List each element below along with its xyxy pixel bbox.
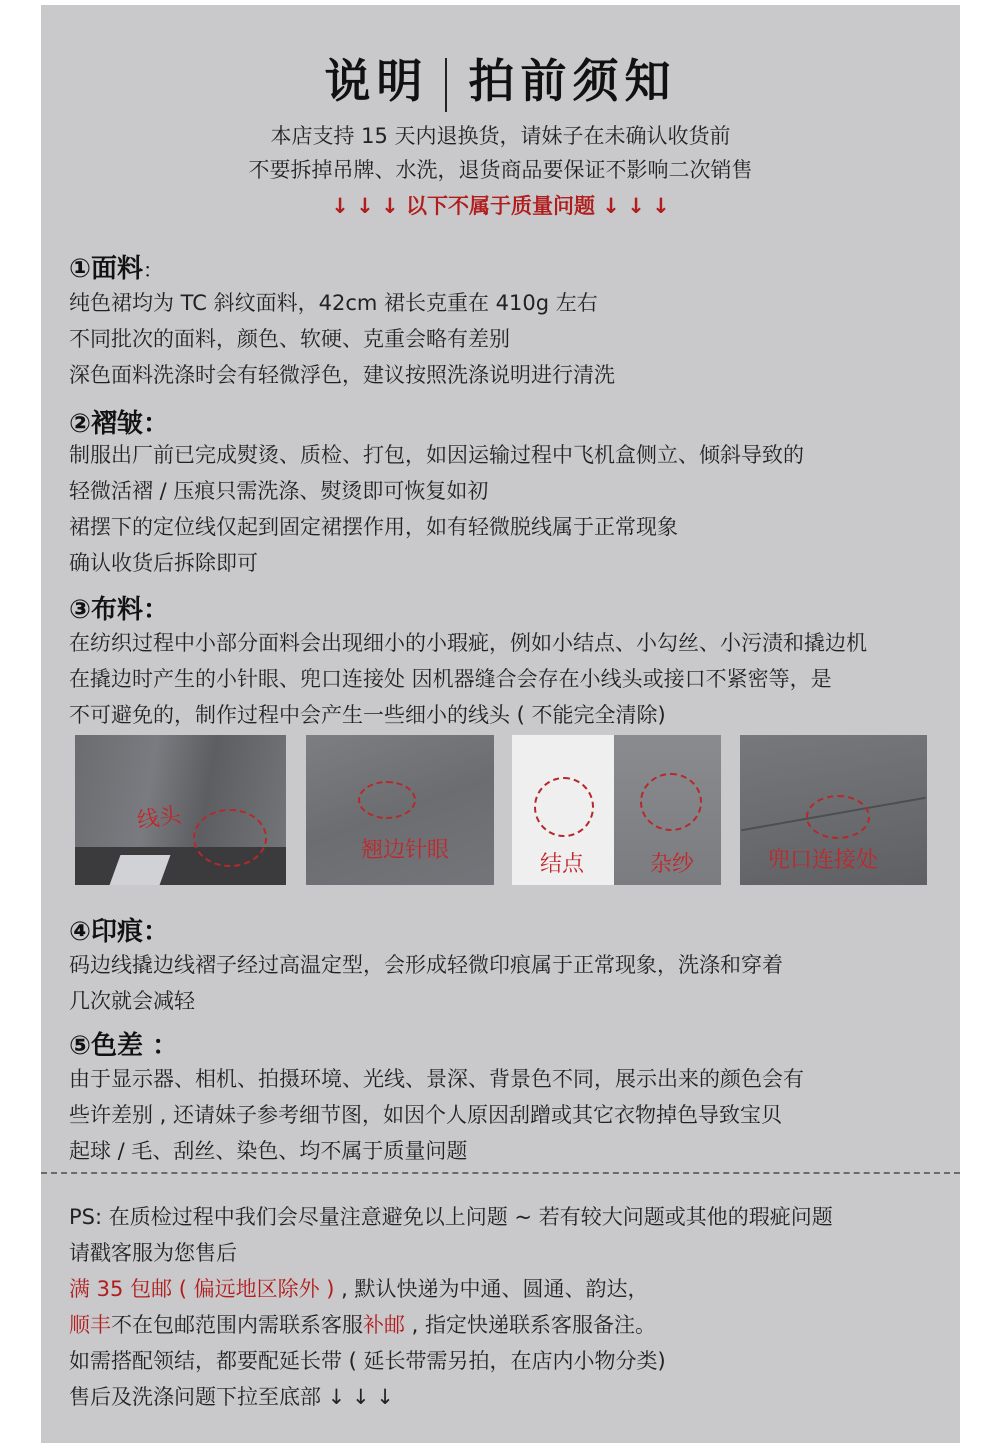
section-wrinkle-line: 轻微活褶 / 压痕只需洗涤、熨烫即可恢复如初: [69, 479, 489, 503]
ps-line-1: PS: 在质检过程中我们会尽量注意避免以上问题 ~ 若有较大问题或其他的瑕疵问题: [69, 1205, 833, 1229]
ps-line-4: 顺丰不在包邮范围内需联系客服补邮 , 指定快递联系客服备注。: [69, 1313, 657, 1337]
ps-line-3: 满 35 包邮 ( 偏远地区除外 ) , 默认快递为中通、圆通、韵达，: [69, 1277, 649, 1301]
section-cloth-heading: ③布料：: [69, 595, 170, 625]
section-fabric-heading: ①面料：: [69, 254, 164, 284]
photo-label-thread: 线头: [135, 803, 183, 834]
section-color-line: 些许差别 , 还请妹子参考细节图，如因个人原因刮蹭或其它衣物掉色导致宝贝: [69, 1103, 783, 1127]
defect-circle: [806, 795, 870, 839]
dashed-divider: [41, 1172, 960, 1174]
photo-thread: [75, 735, 286, 885]
ps-line-2: 请戳客服为您售后: [69, 1241, 237, 1265]
ps-line-5: 如需搭配领结，都要配延长带 ( 延长带需另拍，在店内小物分类): [69, 1349, 666, 1373]
photo-needle: [306, 735, 494, 885]
defect-circle: [640, 773, 702, 831]
quality-warning: ↓ ↓ ↓ 以下不属于质量问题 ↓ ↓ ↓: [331, 194, 670, 218]
intro-line-2: 不要拆掉吊牌、水洗，退货商品要保证不影响二次销售: [248, 158, 753, 182]
section-mark-line: 码边线撬边线褶子经过高温定型，会形成轻微印痕属于正常现象，洗涤和穿着: [69, 953, 783, 977]
notice-panel: [41, 5, 960, 1443]
photo-label-pocket: 兜口连接处: [768, 848, 879, 873]
section-fabric-line: 不同批次的面料，颜色、软硬、克重会略有差别: [69, 327, 510, 351]
section-cloth-line: 在撬边时产生的小针眼、兜口连接处 因机器缝合会存在小线头或接口不紧密等，是: [69, 667, 832, 691]
title-left: 说明: [324, 54, 429, 108]
section-cloth-line: 在纺织过程中小部分面料会出现细小的小瑕疵，例如小结点、小勾丝、小污渍和撬边机: [69, 631, 867, 655]
section-color-line: 起球 / 毛、刮丝、染色、均不属于质量问题: [69, 1139, 468, 1163]
section-color-line: 由于显示器、相机、拍摄环境、光线、景深、背景色不同，展示出来的颜色会有: [69, 1067, 804, 1091]
photo-label-yarn: 杂纱: [650, 852, 695, 877]
photo-knot: [512, 735, 614, 885]
section-wrinkle-line: 确认收货后拆除即可: [69, 551, 258, 575]
photo-yarn: [614, 735, 721, 885]
photo-pocket: [740, 735, 927, 885]
section-mark-heading: ④印痕：: [69, 917, 170, 947]
sf-express-note: 顺丰: [69, 1313, 111, 1337]
section-mark-line: 几次就会减轻: [69, 989, 195, 1013]
defect-circle: [193, 809, 267, 867]
title-divider: [445, 58, 447, 112]
section-wrinkle-heading: ②褶皱：: [69, 409, 170, 439]
section-color-heading: ⑤色差 ：: [69, 1031, 179, 1061]
defect-photo-strip: [75, 735, 935, 885]
page-title: [41, 45, 960, 112]
free-shipping-note: 满 35 包邮 ( 偏远地区除外 ): [69, 1277, 335, 1301]
defect-circle: [534, 777, 594, 837]
photo-label-knot: 结点: [540, 852, 585, 877]
ps-line-6: 售后及洗涤问题下拉至底部 ↓ ↓ ↓: [69, 1385, 394, 1409]
intro-line-1: 本店支持 15 天内退换货，请妹子在未确认收货前: [270, 124, 731, 148]
section-cloth-line: 不可避免的，制作过程中会产生一些细小的线头 ( 不能完全清除): [69, 703, 666, 727]
photo-label-needle: 翘边针眼: [361, 838, 450, 863]
section-fabric-line: 深色面料洗涤时会有轻微浮色，建议按照洗涤说明进行清洗: [69, 363, 615, 387]
section-fabric-line: 纯色裙均为 TC 斜纹面料，42cm 裙长克重在 410g 左右: [69, 291, 598, 315]
section-wrinkle-line: 裙摆下的定位线仅起到固定裙摆作用，如有轻微脱线属于正常现象: [69, 515, 678, 539]
extra-postage-note: 补邮: [363, 1313, 405, 1337]
section-wrinkle-line: 制服出厂前已完成熨烫、质检、打包，如因运输过程中飞机盒侧立、倾斜导致的: [69, 443, 804, 467]
defect-circle: [358, 781, 416, 819]
title-right: 拍前须知: [468, 54, 677, 108]
